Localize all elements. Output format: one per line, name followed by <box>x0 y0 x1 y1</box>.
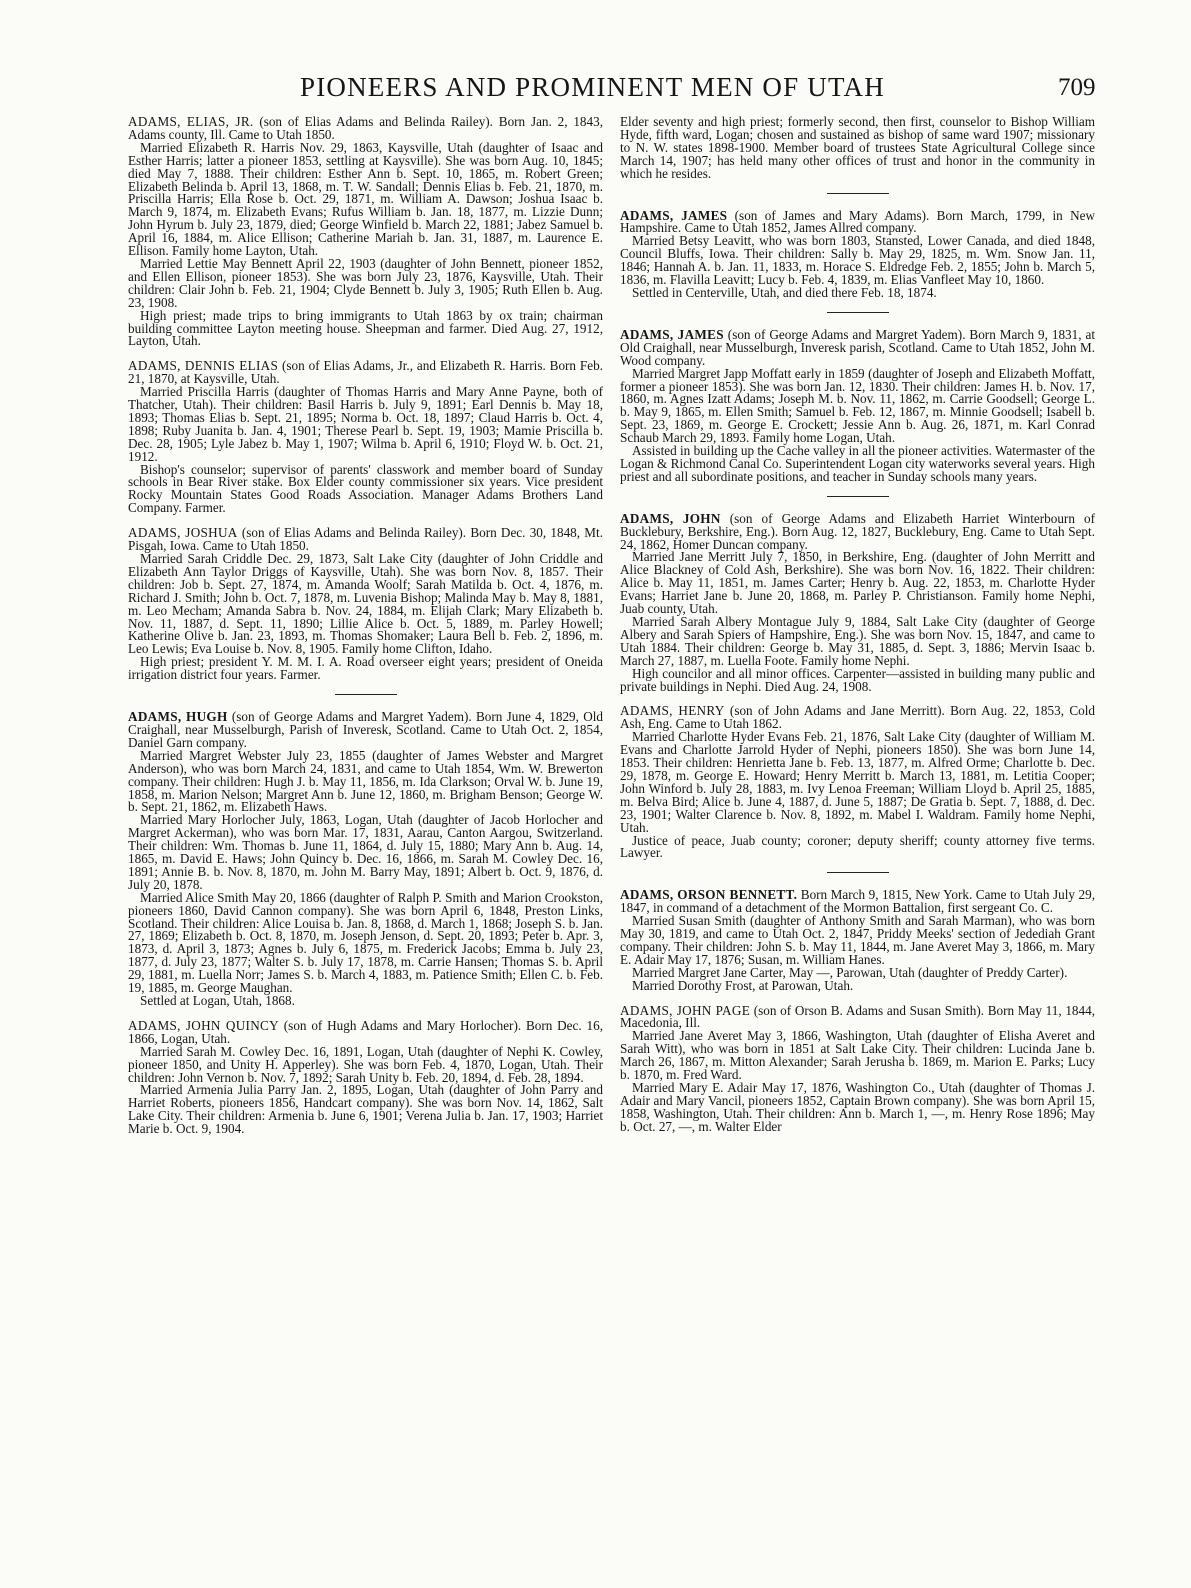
entry-lead <box>620 510 1095 552</box>
entry-paragraph: Married Sarah Criddle Dec. 29, 1873, Salt Lake City (daughter of John Criddle and Elizabeth Ann Taylor Driggs of Kaysville, Utah). She was born Nov. 8, 1857. Their children: Job b. Sept. 27, 1874, m. Amanda Woolf; Sarah Matilda b. Oct. 4, 1876, m. Richard J. Smith; John b. Oct. 7, 1878, m. Luvenia Bishop; Malinda May b. May 8, 1881, m. Leo Mecham; Amanda Sabra b. Nov. 24, 1884, m. Elijah Clark; Mary Elizabeth b. Nov. 11, 1887, d. Sept. 11, 1890; Lillie Alice b. Oct. 5, 1889, m. Parley Howell; Katherine Olive b. Jan. 23, 1893, m. Thomas Shomaker; Laura Bell b. Feb. 2, 1896, m. Leo Lewis; Eva Louise b. Nov. 8, 1905. Family home Clifton, Idaho. <box>128 551 603 657</box>
biography-entry <box>620 705 1095 860</box>
page-number: 709 <box>1058 74 1096 101</box>
section-divider <box>827 496 889 497</box>
entry-name: ADAMS, JOHN <box>620 510 721 526</box>
entry-paragraph: Married Mary E. Adair May 17, 1876, Washington Co., Utah (daughter of Thomas J. Adair and Mary Vancil, pioneers 1852, Captain Brown company). She was born April 15, 1858, Washington, Utah. Their children: Ann b. March 1, —, m. Henry Rose 1896; May b. Oct. 27, —, m. Walter Elder <box>620 1080 1095 1134</box>
entry-lead-text: Born March 9, 1815, New York. Came to Utah July 29, 1847, in command of a detachment of the Mormon Battalion, first sergeant Co. C. <box>620 887 1095 916</box>
entry-name: ADAMS, ELIAS, JR. <box>128 114 254 129</box>
entry-paragraph: Married Margret Japp Moffatt early in 1859 (daughter of Joseph and Elizabeth Moffatt, former a pioneer 1853). She was born Jan. 12, 1830. Their children: James H. b. Nov. 17, 1860, m. Agnes Izatt Adams; Joseph M. b. Nov. 11, 1862, m. Carrie Goodsell; George L. b. May 9, 1865, m. Ellen Smith; Samuel b. Feb. 12, 1867, m. Minnie Goodsell; Isabell b. Sept. 23, 1869, m. George E. Crockett; Jessie Ann b. Aug. 26, 1871, m. Karl Conrad Schaub March 29, 1893. Family home Logan, Utah. <box>620 365 1095 446</box>
entry-name: ADAMS, JOHN QUINCY <box>128 1017 279 1033</box>
entry-paragraph: Married Mary Horlocher July, 1863, Logan, Utah (daughter of Jacob Horlocher and Margret Ackerman), who was born Mar. 17, 1831, Aarau, Canton Aargou, Switzerland. Their children: Wm. Thomas b. June 11, 1864, d. July 15, 1880; Mary Ann b. Aug. 14, 1865, m. David E. Haws; John Quincy b. Dec. 16, 1866, m. Sarah M. Cowley Dec. 16, 1891; Annie B. b. Nov. 8, 1870, m. John M. Barry May, 1891; Albert b. Oct. 9, 1876, d. July 20, 1878. <box>128 812 603 892</box>
entry-paragraph: Justice of peace, Juab county; coroner; deputy sheriff; county attorney five terms. Lawyer. <box>620 832 1095 861</box>
right-column <box>620 116 1095 1146</box>
entry-name: ADAMS, JAMES <box>620 207 728 223</box>
entry-paragraph: Married Armenia Julia Parry Jan. 2, 1895, Logan, Utah (daughter of John Parry and Harriet Roberts, pioneers 1856, Handcart company). She was born Nov. 14, 1862, Salt Lake City. Their children: Armenia b. June 6, 1901; Verena Julia b. Jan. 17, 1903; Harriet Marie b. Oct. 9, 1904. <box>128 1082 603 1137</box>
page-header <box>0 72 1191 112</box>
entry-paragraph: Married Margret Jane Carter, May —, Parowan, Utah (daughter of Preddy Carter). <box>632 964 1068 980</box>
entry-lead <box>620 1002 1095 1031</box>
entry-lead-text: (son of Hugh Adams and Mary Horlocher). Born Dec. 16, 1866, Logan, Utah. <box>128 1017 603 1046</box>
entry-paragraph: Married Charlotte Hyder Evans Feb. 21, 1876, Salt Lake City (daughter of William M. Evans and Charlotte Jarrold Hyder of Nephi, pioneers 1850). She was born June 14, 1853. Their children: Henrietta Jane b. Feb. 13, 1877, m. Alfred Orme; Charlotte b. Dec. 29, 1878, m. George E. Howard; Henry Merritt b. March 13, 1881, m. Letitia Cooper; John Winford b. July 28, 1883, m. Ivy Lenoa Freeman; William Lloyd b. April 25, 1885, m. Belva Bird; Alice b. June 4, 1887, d. June 5, 1887; De Gratia b. Sept. 7, 1888, d. Dec. 23, 1901; Walter Clarence b. Nov. 8, 1892, m. Mabel I. Waldram. Family home Nephi, Utah. <box>620 729 1095 835</box>
entry-paragraph: Married Priscilla Harris (daughter of Thomas Harris and Mary Anne Payne, both of Thatcher, Utah). Their children: Basil Harris b. July 9, 1891; Earl Dennis b. May 18, 1893; Thomas Elias b. Sept. 21, 1895; Norma b. Oct. 18, 1897; Claud Harris b. Oct. 4, 1898; Ruby Juanita b. Jan. 4, 1901; Therese Pearl b. Sept. 19, 1903; Mamie Priscilla b. Dec. 28, 1905; Lyle Jabez b. May 1, 1907; Wilma b. April 6, 1910; Floyd W. b. Oct. 21, 1912. <box>128 384 603 464</box>
left-column <box>128 116 603 1148</box>
entry-paragraph: Assisted in building up the Cache valley in all the pioneer activities. Watermaster of the Logan & Richmond Canal Co. Superintendent Logan city waterworks several years. High priest and all subordinate positions, and teacher in Sunday schools many years. <box>620 443 1095 484</box>
section-divider <box>335 694 397 695</box>
entry-paragraph: Married Margret Webster July 23, 1855 (daughter of James Webster and Margret Anderson), who was born March 24, 1831, and came to Utah 1854, Wm. W. Brewerton company. Their children: Hugh J. b. May 11, 1856, m. Ida Clarkson; Orval W. b. June 19, 1858, m. Marion Nelson; Margret Ann b. June 12, 1860, m. Brigham Benson; George W. b. Sept. 21, 1862, m. Elizabeth Haws. <box>128 747 603 815</box>
entry-lead-text: (son of George Adams and Margret Yadem). Born March 9, 1831, at Old Craighall, near Musselburgh, Inveresk parish, Scotland. Came to Utah 1852, John M. Wood company. <box>620 326 1095 368</box>
entry-lead <box>128 527 603 553</box>
entry-lead <box>620 207 1095 236</box>
entry-name: ADAMS, JOSHUA <box>128 525 238 541</box>
entry-paragraph: Settled in Centerville, Utah, and died there Feb. 18, 1874. <box>632 284 937 300</box>
entry-paragraph: High priest; president Y. M. M. I. A. Road overseer eight years; president of Oneida irrigation district four years. Farmer. <box>128 654 603 683</box>
entry-lead <box>128 116 603 142</box>
entry-lead <box>620 116 1095 181</box>
entry-lead-text: (son of James and Mary Adams). Born March, 1799, in New Hampshire. Came to Utah 1852, James Allred company. <box>620 207 1095 236</box>
entry-paragraph: Married Dorothy Frost, at Parowan, Utah. <box>632 977 854 993</box>
entry-paragraph: Married Alice Smith May 20, 1866 (daughter of Ralph P. Smith and Marion Crookston, pioneers 1860, David Cannon company). She was born April 6, 1848, Preston Links, Scotland. Their children: Alice Louisa b. Jan. 8, 1868, d. March 1, 1868; Joseph S. b. Jan. 27, 1869; Elizabeth b. Oct. 8, 1870, m. Joseph Jenson, d. Sept. 20, 1893; Peter b. Apr. 3, 1873, d. April 3, 1873; Agnes b. July 6, 1875, m. Frederick Jacobs; Emma b. July 23, 1877, d. July 23, 1877; Walter S. b. July 17, 1878, m. Carrie Hansen; Thomas S. b. April 29, 1881, m. Luella Norr; James S. b. March 4, 1883, m. Patience Smith; Ellen C. b. Feb. 19, 1885, m. George Maughan. <box>128 889 603 996</box>
biography-entry <box>128 711 603 1008</box>
entry-name: ADAMS, JOHN PAGE <box>620 1002 751 1018</box>
entry-paragraph: Married Susan Smith (daughter of Anthony Smith and Sarah Marman), who was born May 30, 1819, and came to Utah Oct. 2, 1847, Priddy Meeks' section of Jedediah Grant company. Their children: John S. b. May 11, 1844, m. Jane Averet May 3, 1866, m. Mary E. Adair May 17, 1876; Susan, m. William Hanes. <box>620 913 1095 967</box>
biography-entry <box>128 360 603 515</box>
entry-lead <box>620 889 1095 915</box>
entry-paragraph: Married Elizabeth R. Harris Nov. 29, 1863, Kaysville, Utah (daughter of Isaac and Esther Harris; latter a pioneer 1853, settling at Kaysville). She was born Aug. 10, 1845; died May 7, 1888. Their children: Esther Ann b. Sept. 10, 1865, m. Robert Green; Elizabeth Belinda b. April 13, 1868, m. T. W. Sandall; Dennis Elias b. Feb. 21, 1870, m. Priscilla Harris; Ella Rose b. Oct. 29, 1871, m. William A. Dawson; Joshua Isaac b. March 9, 1874, m. Elizabeth Evans; Rufus William b. Jan. 18, 1877, m. Lizzie Dunn; John Hyrum b. July 23, 1879, died; George Winfield b. March 22, 1881; Jabez Samuel b. April 16, 1884, m. Alice Ellison; Catherine Mariah b. Jan. 31, 1887, m. Laurence E. Ellison. Family home Layton, Utah. <box>128 139 603 259</box>
biography-entry <box>620 326 1095 484</box>
entry-name: ADAMS, JAMES <box>620 326 724 342</box>
biography-entry <box>620 889 1095 992</box>
entry-lead-text: (son of Elias Adams, Jr., and Elizabeth R. Harris. Born Feb. 21, 1870, at Kaysville, Utah. <box>128 358 603 387</box>
biography-entry <box>620 207 1095 300</box>
entry-paragraph: Married Lettie May Bennett April 22, 1903 (daughter of John Bennett, pioneer 1852, and Ellen Ellison, pioneer 1853). She was born July 23, 1876, Kaysville, Utah. Their children: Clair John b. Feb. 21, 1904; Clyde Bennett b. July 3, 1905; Ruth Ellen b. Aug. 23, 1908. <box>128 255 603 310</box>
entry-paragraph: High councilor and all minor offices. Carpenter—assisted in building many public and private buildings in Nephi. Died Aug. 24, 1908. <box>620 665 1095 694</box>
entry-lead-text: (son of Orson B. Adams and Susan Smith). Born May 11, 1844, Macedonia, Ill. <box>620 1002 1095 1031</box>
biography-entry <box>620 510 1095 694</box>
entry-paragraph: High priest; made trips to bring immigrants to Utah 1863 by ox train; chairman building committee Layton meeting house. Sheepman and farmer. Died Aug. 27, 1912, Layton, Utah. <box>128 307 603 349</box>
entry-lead <box>620 326 1095 368</box>
entry-paragraph: Bishop's counselor; supervisor of parents' classwork and member board of Sunday schools in Bear River stake. Box Elder county commissioner six years. Vice president Rocky Mountain States Good Roads Association. Manager Adams Brothers Land Company. Farmer. <box>128 461 603 516</box>
entry-paragraph: Married Jane Averet May 3, 1866, Washington, Utah (daughter of Elisha Averet and Sarah Witt), who was born in 1851 at Salt Lake City. Their children: Lucinda Jane b. March 26, 1867, m. Mitton Alexander; Sarah Jerusha b. 1869, m. Marion E. Parks; Lucy b. 1870, m. Fred Ward. <box>620 1028 1095 1083</box>
entry-name: ADAMS, HUGH <box>128 709 228 725</box>
biography-entry <box>128 116 603 348</box>
biography-entry <box>128 1017 603 1137</box>
entry-lead <box>128 1017 603 1046</box>
section-divider <box>827 872 889 873</box>
entry-lead-text: (son of George Adams and Elizabeth Harriet Winterbourn of Bucklebury, Berkshire, Eng.). Born Aug. 12, 1827, Bucklebury, Eng. Came to Utah Sept. 24, 1862, Homer Duncan company. <box>620 510 1095 552</box>
entry-paragraph: Married Jane Merritt July 7, 1850, in Berkshire, Eng. (daughter of John Merritt and Alice Blackney of Cold Ash, Berkshire). She was born Nov. 16, 1822. Their children: Alice b. May 11, 1851, m. James Carter; Henry b. Aug. 22, 1853, m. Charlotte Hyder Evans; Harriet Jane b. June 20, 1868, m. Parley P. Christianson. Family home Nephi, Juab county, Utah. <box>620 549 1095 617</box>
section-divider <box>827 312 889 313</box>
biography-entry <box>620 116 1095 181</box>
running-title: PIONEERS AND PROMINENT MEN OF UTAH <box>300 72 885 102</box>
entry-lead <box>128 360 603 386</box>
entry-name: ADAMS, ORSON BENNETT. <box>620 887 798 903</box>
entry-paragraph: Settled at Logan, Utah, 1868. <box>140 993 295 1008</box>
entry-lead-text: (son of George Adams and Margret Yadem). Born June 4, 1829, Old Craighall, near Musselburgh, Parish of Inveresk, Scotland. Came to Utah Oct. 2, 1854, Daniel Garn company. <box>128 709 604 750</box>
entry-lead-text: Elder seventy and high priest; formerly second, then first, counselor to Bishop William Hyde, fifth ward, Logan; chosen and sustained as bishop of same ward 1907; missionary to N. W. states 1898-1900. Member board of trustees State Agricultural College since March 14, 1907; has held many other offices of trust and honor in the community in which he resides. <box>620 114 1095 181</box>
entry-lead-text: (son of Elias Adams and Belinda Railey). Born Dec. 30, 1848, Mt. Pisgah, Iowa. Came to Utah 1850. <box>128 525 603 554</box>
entry-lead-text: (son of Elias Adams and Belinda Railey). Born Jan. 2, 1843, Adams county, Ill. Came to Utah 1850. <box>128 114 603 142</box>
entry-name: ADAMS, HENRY <box>620 703 725 719</box>
entry-lead-text: (son of John Adams and Jane Merritt). Born Aug. 22, 1853, Cold Ash, Eng. Came to Utah 1862. <box>620 703 1095 732</box>
entry-lead <box>128 711 603 750</box>
biography-entry <box>620 1002 1095 1134</box>
entry-paragraph: Married Sarah M. Cowley Dec. 16, 1891, Logan, Utah (daughter of Nephi K. Cowley, pioneer 1850, and Unity H. Apperley). She was born Feb. 4, 1870, Logan, Utah. Their children: John Vernon b. Nov. 7, 1892; Sarah Unity b. Feb. 20, 1894, d. Feb. 28, 1894. <box>128 1043 603 1085</box>
biography-entry <box>128 527 603 682</box>
entry-paragraph: Married Sarah Albery Montague July 9, 1884, Salt Lake City (daughter of George Albery and Sarah Spiers of Hampshire, Eng.). She was born Nov. 15, 1847, and came to Utah 1884. Their children: George b. May 31, 1885, d. Sept. 3, 1886; Mervin Isaac b. March 27, 1887, m. Luella Foote. Family home Nephi. <box>620 614 1095 668</box>
section-divider <box>827 193 889 194</box>
entry-name: ADAMS, DENNIS ELIAS <box>128 358 279 374</box>
entry-lead <box>620 705 1095 731</box>
entry-paragraph: Married Betsy Leavitt, who was born 1803, Stansted, Lower Canada, and died 1848, Council Bluffs, Iowa. Their children: Sally b. May 29, 1825, m. Wm. Snow Jan. 11, 1846; Hannah A. b. Jan. 11, 1833, m. Horace S. Eldredge Feb. 2, 1855; John b. March 5, 1836, m. Flavilla Leavitt; Lucy b. Feb. 4, 1839, m. Elias Vanfleet May 10, 1860. <box>620 233 1095 288</box>
